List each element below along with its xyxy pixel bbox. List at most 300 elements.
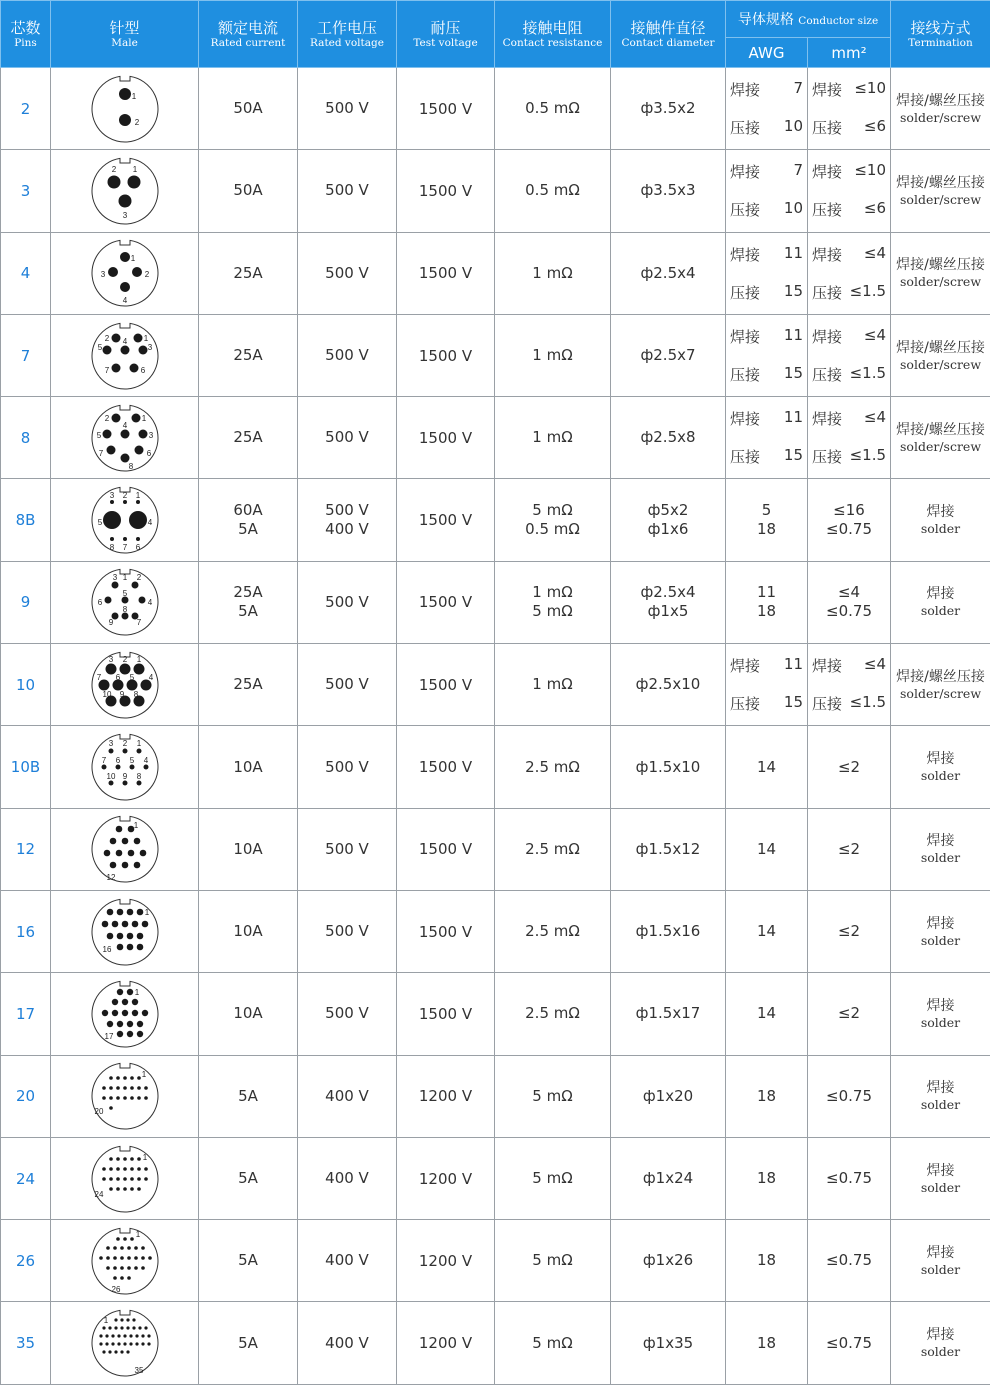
contact-diameter-cell-line: ф1x26 bbox=[642, 1251, 694, 1270]
test-voltage-cell: 1200 V bbox=[397, 1220, 495, 1302]
rated-current-cell-line: 25A bbox=[233, 675, 263, 694]
pin-contact bbox=[122, 781, 127, 786]
pin-number-label: 7 bbox=[136, 618, 141, 628]
pin-contact bbox=[115, 765, 120, 770]
pin-contact bbox=[141, 1010, 147, 1016]
pin-contact bbox=[116, 1177, 120, 1181]
pin-contact bbox=[109, 1106, 113, 1110]
pin-contact bbox=[116, 1021, 122, 1027]
pins-cell: 35 bbox=[1, 1302, 51, 1384]
contact-diameter-cell-line: ф1.5x17 bbox=[635, 1004, 701, 1023]
pin-contact bbox=[120, 1266, 124, 1270]
rated-current-cell-line: 10A bbox=[233, 839, 263, 858]
mm2-cell-line bbox=[812, 199, 886, 220]
table-row bbox=[1, 890, 990, 972]
mm2-cell-value: ≤10 bbox=[854, 79, 887, 98]
termination-en: solder/screw bbox=[900, 274, 982, 290]
rated-voltage-cell bbox=[298, 973, 397, 1055]
pin-contact bbox=[123, 1187, 127, 1191]
awg-cell bbox=[726, 973, 808, 1055]
pin-contact bbox=[120, 429, 129, 438]
pin-contact bbox=[134, 1256, 138, 1260]
awg-cell-box bbox=[726, 153, 807, 229]
awg-cell-value: 10 bbox=[783, 117, 803, 136]
contact-resistance-cell-line: 2.5 mΩ bbox=[525, 839, 580, 858]
pin-contact bbox=[99, 1256, 103, 1260]
pin-contact bbox=[99, 1342, 102, 1345]
awg-cell-line: 14 bbox=[756, 839, 777, 858]
rated-current-cell-line: 50A bbox=[233, 181, 263, 200]
table-row bbox=[1, 1137, 990, 1219]
mm2-cell-box bbox=[808, 400, 890, 476]
mm2-cell-line bbox=[812, 446, 886, 467]
termination-en: solder/screw bbox=[900, 191, 982, 207]
pin-number-label: 5 bbox=[129, 672, 134, 682]
rated-voltage-cell bbox=[298, 150, 397, 232]
pin-contact bbox=[144, 1326, 147, 1329]
test-voltage-cell: 1500 V bbox=[397, 644, 495, 726]
awg-cell-line: 18 bbox=[756, 1086, 777, 1105]
pin-contact bbox=[108, 1326, 111, 1329]
pin-contact bbox=[111, 363, 120, 372]
rated-voltage-cell bbox=[298, 890, 397, 972]
contact-diameter-cell-line: ф3.5x2 bbox=[640, 99, 696, 118]
pin-contact bbox=[114, 1326, 117, 1329]
awg-cell bbox=[726, 1302, 808, 1384]
male-pin-diagram bbox=[51, 232, 199, 314]
header-current bbox=[199, 1, 298, 68]
pin-number-label: 1 bbox=[136, 654, 141, 664]
rated-voltage-cell-line: 500 V bbox=[325, 592, 369, 611]
rated-current-cell bbox=[199, 726, 298, 808]
termination-en: solder bbox=[920, 932, 961, 948]
contact-resistance-cell-line: 1 mΩ bbox=[532, 263, 573, 282]
pin-contact bbox=[137, 1096, 141, 1100]
pin-contact bbox=[130, 1177, 134, 1181]
pin-number-label: 6 bbox=[115, 672, 120, 682]
awg-cell-line: 18 bbox=[756, 1333, 777, 1352]
termination-cn: 焊接 bbox=[926, 504, 955, 521]
pin-number-label: 7 bbox=[96, 672, 101, 682]
header-conductor bbox=[726, 1, 891, 38]
pin-contact bbox=[133, 862, 140, 869]
male-pin-diagram bbox=[51, 561, 199, 643]
pin-number-label: 5 bbox=[122, 589, 127, 599]
termination-en: solder/screw bbox=[900, 685, 982, 701]
rated-voltage-cell bbox=[298, 68, 397, 150]
termination-cn: 焊接 bbox=[926, 915, 955, 932]
pin-contact bbox=[106, 1021, 112, 1027]
pin-contact bbox=[126, 1326, 129, 1329]
contact-diameter-cell bbox=[611, 1220, 726, 1302]
pin-contact bbox=[114, 1318, 117, 1321]
contact-diameter-cell bbox=[611, 1302, 726, 1384]
rated-voltage-cell-line: 500 V bbox=[325, 346, 369, 365]
pin-contact bbox=[147, 1342, 150, 1345]
pins-cell: 2 bbox=[1, 68, 51, 150]
rated-voltage-cell-line: 400 V bbox=[325, 1169, 369, 1187]
contact-resistance-cell-line: 2.5 mΩ bbox=[525, 922, 580, 941]
awg-cell-method: 焊接 bbox=[730, 410, 761, 429]
awg-cell-line bbox=[730, 282, 803, 303]
pin-contact bbox=[116, 908, 123, 915]
mm2-cell bbox=[808, 314, 891, 396]
test-voltage-cell: 1500 V bbox=[397, 232, 495, 314]
pin-contact bbox=[104, 597, 111, 604]
rated-voltage-cell bbox=[298, 232, 397, 314]
pin-number-label: 7 bbox=[122, 543, 127, 553]
rated-voltage-cell bbox=[298, 1055, 397, 1137]
rated-voltage-cell-line: 500 V bbox=[325, 501, 369, 520]
rated-current-cell-line: 25A bbox=[233, 428, 263, 447]
pin-number-label: 7 bbox=[98, 448, 103, 458]
contact-resistance-cell bbox=[495, 644, 611, 726]
contact-diameter-cell bbox=[611, 808, 726, 890]
test-voltage-cell: 1200 V bbox=[397, 1137, 495, 1219]
pin-number-label: 16 bbox=[102, 944, 111, 954]
pin-number-label: 3 bbox=[122, 210, 127, 220]
termination-cell bbox=[891, 479, 990, 561]
header-termination bbox=[891, 1, 990, 68]
rated-voltage-cell-line: 500 V bbox=[325, 181, 369, 200]
contact-diameter-cell-line: ф5x2 bbox=[647, 501, 689, 520]
pin-contact bbox=[117, 1342, 120, 1345]
contact-diameter-cell-line: ф1x20 bbox=[642, 1086, 694, 1105]
contact-resistance-cell-line: 5 mΩ bbox=[532, 602, 573, 621]
mm2-cell-line bbox=[812, 161, 886, 182]
awg-cell-line: 11 bbox=[756, 583, 777, 602]
termination-cn: 焊接/螺丝压接 bbox=[896, 92, 985, 109]
male-pin-diagram bbox=[51, 1055, 199, 1137]
header-test-cn: 耐压 bbox=[430, 18, 461, 37]
pin-contact bbox=[105, 1342, 108, 1345]
mm2-cell-method: 焊接 bbox=[812, 163, 843, 182]
pin-contact bbox=[106, 932, 113, 939]
awg-cell-line bbox=[730, 408, 803, 429]
rated-voltage-cell-line: 500 V bbox=[325, 675, 369, 694]
mm2-cell-method: 焊接 bbox=[812, 328, 843, 347]
test-voltage-cell: 1200 V bbox=[397, 1055, 495, 1137]
mm2-cell-method: 压接 bbox=[812, 695, 843, 714]
termination-cn: 焊接 bbox=[926, 1080, 955, 1097]
pin-contact bbox=[130, 1157, 134, 1161]
male-pin-diagram bbox=[51, 808, 199, 890]
rated-voltage-cell-line: 400 V bbox=[325, 520, 369, 539]
pin-contact bbox=[141, 1334, 144, 1337]
rated-current-cell-line: 5A bbox=[238, 602, 258, 621]
mm2-cell-method: 焊接 bbox=[812, 245, 843, 264]
pin-contact bbox=[108, 1350, 111, 1353]
table-row bbox=[1, 973, 990, 1055]
rated-current-cell bbox=[199, 561, 298, 643]
pin-number-label: 4 bbox=[147, 518, 152, 528]
pin-contact bbox=[144, 1096, 148, 1100]
pin-contact bbox=[116, 1076, 120, 1080]
mm2-cell bbox=[808, 397, 891, 479]
contact-diameter-cell-line: ф2.5x4 bbox=[640, 583, 696, 602]
pin-number-label: 3 bbox=[109, 491, 114, 501]
mm2-cell-value: ≤4 bbox=[863, 326, 887, 345]
mm2-cell bbox=[808, 1137, 891, 1219]
contact-resistance-cell-line: 5 mΩ bbox=[532, 1169, 573, 1187]
pin-contact bbox=[127, 1246, 131, 1250]
pin-contact bbox=[131, 1010, 137, 1016]
pin-contact bbox=[120, 1246, 124, 1250]
pin-contact bbox=[134, 1266, 138, 1270]
pin-contact bbox=[123, 1076, 127, 1080]
pin-number-label: 3 bbox=[112, 573, 117, 583]
pin-contact bbox=[141, 1246, 145, 1250]
pin-number-label: 1 bbox=[131, 91, 136, 101]
pin-number-label: 1 bbox=[141, 413, 146, 423]
mm2-cell bbox=[808, 150, 891, 232]
pin-contact bbox=[102, 345, 111, 354]
mm2-cell-value: ≤10 bbox=[854, 161, 887, 180]
rated-current-cell-line: 60A bbox=[233, 501, 263, 520]
header-diameter-cn: 接触件直径 bbox=[630, 18, 706, 37]
pin-contact bbox=[136, 537, 140, 541]
pin-number-label: 1 bbox=[135, 491, 140, 501]
contact-resistance-cell-line: 5 mΩ bbox=[532, 501, 573, 520]
awg-cell-box bbox=[726, 71, 807, 147]
header-mm2: mm² bbox=[808, 38, 891, 68]
pin-contact bbox=[120, 1318, 123, 1321]
header-male-cn: 针型 bbox=[109, 18, 140, 37]
pin-contact bbox=[111, 1010, 117, 1016]
mm2-cell-value: ≤6 bbox=[863, 199, 887, 218]
pin-contact bbox=[130, 1096, 134, 1100]
pin-contact bbox=[106, 1246, 110, 1250]
test-voltage-cell: 1500 V bbox=[397, 314, 495, 396]
pin-contact bbox=[134, 1246, 138, 1250]
pin-contact bbox=[102, 429, 111, 438]
test-voltage-cell: 1500 V bbox=[397, 973, 495, 1055]
pin-contact bbox=[127, 1266, 131, 1270]
awg-cell-method: 焊接 bbox=[730, 328, 761, 347]
termination-cell bbox=[891, 1055, 990, 1137]
rated-voltage-cell-line: 500 V bbox=[325, 1004, 369, 1023]
contact-diameter-cell-line: ф1.5x16 bbox=[635, 922, 701, 941]
pin-number-label: 1 bbox=[143, 333, 148, 343]
awg-cell bbox=[726, 561, 808, 643]
header-awg: AWG bbox=[726, 38, 808, 68]
pin-contact bbox=[120, 1326, 123, 1329]
awg-cell-line bbox=[730, 244, 803, 265]
contact-diameter-cell bbox=[611, 232, 726, 314]
termination-en: solder bbox=[920, 603, 961, 619]
mm2-cell-method: 焊接 bbox=[812, 410, 843, 429]
pin-contact bbox=[119, 114, 131, 126]
termination-en: solder bbox=[920, 1179, 961, 1195]
male-pin-diagram bbox=[51, 1302, 199, 1384]
pin-contact bbox=[126, 943, 133, 950]
awg-cell-line: 14 bbox=[756, 922, 777, 941]
pins-cell: 20 bbox=[1, 1055, 51, 1137]
contact-diameter-cell bbox=[611, 1137, 726, 1219]
pin-contact bbox=[132, 1318, 135, 1321]
awg-cell-line: 5 bbox=[761, 501, 772, 520]
termination-en: solder bbox=[920, 521, 961, 537]
mm2-cell-method: 焊接 bbox=[812, 657, 843, 676]
mm2-cell-box bbox=[808, 318, 890, 394]
rated-current-cell-line: 10A bbox=[233, 1004, 263, 1023]
mm2-cell-value: ≤4 bbox=[863, 408, 887, 427]
header-pins-en: Pins bbox=[14, 36, 37, 49]
pin-number-label: 1 bbox=[141, 1070, 146, 1080]
pin-contact bbox=[137, 1076, 141, 1080]
header-voltage bbox=[298, 1, 397, 68]
termination-cn: 焊接 bbox=[926, 586, 955, 603]
connector-outline bbox=[92, 817, 158, 883]
contact-diameter-cell bbox=[611, 890, 726, 972]
awg-cell-line bbox=[730, 79, 803, 100]
pin-number-label: 26 bbox=[111, 1284, 120, 1294]
contact-diameter-cell bbox=[611, 644, 726, 726]
mm2-cell-line: ≤4 bbox=[837, 583, 861, 602]
pin-contact bbox=[141, 920, 148, 927]
pin-contact bbox=[115, 826, 122, 833]
male-pin-diagram bbox=[51, 890, 199, 972]
pin-contact bbox=[141, 1256, 145, 1260]
pin-contact bbox=[141, 1342, 144, 1345]
pin-contact bbox=[116, 1086, 120, 1090]
mm2-cell-box bbox=[808, 153, 890, 229]
test-voltage-cell: 1500 V bbox=[397, 561, 495, 643]
pin-number-label: 2 bbox=[111, 164, 116, 174]
mm2-cell-line bbox=[812, 117, 886, 138]
termination-cn: 焊接/螺丝压接 bbox=[896, 257, 985, 274]
pin-contact bbox=[143, 765, 148, 770]
connector-outline bbox=[92, 76, 158, 142]
pins-cell: 8 bbox=[1, 397, 51, 479]
pin-number-label: 8 bbox=[133, 689, 138, 699]
pin-number-label: 1 bbox=[130, 254, 135, 264]
mm2-cell-value: ≤6 bbox=[863, 117, 887, 136]
awg-cell-box bbox=[726, 400, 807, 476]
awg-cell-method: 压接 bbox=[730, 366, 761, 385]
rated-voltage-cell-line: 500 V bbox=[325, 99, 369, 118]
contact-diameter-cell-line: ф1x6 bbox=[647, 520, 689, 539]
pin-contact bbox=[127, 850, 134, 857]
pin-contact bbox=[120, 1276, 124, 1280]
mm2-cell-line: ≤2 bbox=[837, 922, 861, 941]
mm2-cell-box bbox=[808, 71, 890, 147]
rated-current-cell bbox=[199, 1137, 298, 1219]
pin-number-label: 6 bbox=[97, 598, 102, 608]
pin-number-label: 2 bbox=[122, 739, 127, 749]
pin-contact bbox=[116, 989, 122, 995]
pin-contact bbox=[119, 88, 131, 100]
contact-resistance-cell bbox=[495, 726, 611, 808]
test-voltage-cell: 1500 V bbox=[397, 397, 495, 479]
pin-number-label: 1 bbox=[133, 821, 138, 831]
mm2-cell-method: 焊接 bbox=[812, 81, 843, 100]
pin-contact bbox=[108, 749, 113, 754]
contact-diameter-cell bbox=[611, 561, 726, 643]
pin-contact bbox=[123, 1157, 127, 1161]
awg-cell bbox=[726, 726, 808, 808]
header-termination-cn: 接线方式 bbox=[910, 18, 971, 37]
awg-cell-line: 18 bbox=[756, 520, 777, 539]
awg-cell-line bbox=[730, 199, 803, 220]
awg-cell-box bbox=[726, 235, 807, 311]
rated-current-cell bbox=[199, 1302, 298, 1384]
pin-number-label: 12 bbox=[106, 873, 115, 883]
pin-contact bbox=[131, 999, 137, 1005]
rated-voltage-cell-line: 500 V bbox=[325, 263, 369, 282]
mm2-cell bbox=[808, 1302, 891, 1384]
pin-number-label: 1 bbox=[103, 1316, 108, 1326]
pin-contact bbox=[116, 1167, 120, 1171]
header-male bbox=[51, 1, 199, 68]
pin-contact bbox=[127, 1276, 131, 1280]
pin-contact bbox=[123, 1177, 127, 1181]
mm2-cell-method: 压接 bbox=[812, 119, 843, 138]
pin-contact bbox=[113, 1256, 117, 1260]
header-diameter bbox=[611, 1, 726, 68]
header-conductor-en: Conductor size bbox=[798, 15, 879, 27]
awg-cell-line bbox=[730, 364, 803, 385]
pin-contact bbox=[127, 175, 140, 188]
pin-contact bbox=[111, 413, 120, 422]
pin-contact bbox=[138, 597, 145, 604]
pin-contact bbox=[138, 345, 147, 354]
table-row bbox=[1, 479, 990, 561]
pin-contact bbox=[136, 1021, 142, 1027]
table-row bbox=[1, 68, 990, 150]
pin-contact bbox=[129, 363, 138, 372]
awg-cell bbox=[726, 644, 808, 726]
termination-en: solder/screw bbox=[900, 109, 982, 125]
rated-voltage-cell bbox=[298, 644, 397, 726]
rated-current-cell bbox=[199, 973, 298, 1055]
mm2-cell bbox=[808, 973, 891, 1055]
contact-resistance-cell-line: 5 mΩ bbox=[532, 1333, 573, 1352]
pin-contact bbox=[117, 1334, 120, 1337]
mm2-cell-line: ≤0.75 bbox=[826, 520, 872, 539]
contact-diameter-cell-line: ф1x24 bbox=[642, 1169, 694, 1187]
awg-cell bbox=[726, 1055, 808, 1137]
awg-cell bbox=[726, 150, 808, 232]
pin-contact bbox=[130, 1237, 134, 1241]
awg-cell-value: 15 bbox=[783, 364, 803, 383]
pin-contact bbox=[123, 537, 127, 541]
header-resistance-cn: 接触电阻 bbox=[522, 18, 583, 37]
pin-contact bbox=[115, 850, 122, 857]
pin-contact bbox=[148, 1256, 152, 1260]
termination-cn: 焊接/螺丝压接 bbox=[896, 421, 985, 438]
mm2-cell-line bbox=[812, 655, 886, 676]
pin-contact bbox=[121, 1010, 127, 1016]
awg-cell-value: 11 bbox=[783, 655, 803, 674]
pin-contact bbox=[123, 1342, 126, 1345]
male-pin-diagram bbox=[51, 68, 199, 150]
awg-cell-box bbox=[726, 647, 807, 723]
rated-current-cell bbox=[199, 397, 298, 479]
pin-number-label: 2 bbox=[104, 413, 109, 423]
pin-contact bbox=[129, 511, 147, 529]
mm2-cell-value: ≤4 bbox=[863, 243, 887, 262]
rated-voltage-cell bbox=[298, 479, 397, 561]
pin-number-label: 5 bbox=[129, 756, 134, 766]
pin-contact bbox=[118, 194, 131, 207]
pin-contact bbox=[123, 1334, 126, 1337]
awg-cell bbox=[726, 479, 808, 561]
termination-cn: 焊接 bbox=[926, 997, 955, 1014]
table-row bbox=[1, 150, 990, 232]
mm2-cell-line bbox=[812, 408, 886, 429]
termination-cn: 焊接 bbox=[926, 1327, 955, 1344]
